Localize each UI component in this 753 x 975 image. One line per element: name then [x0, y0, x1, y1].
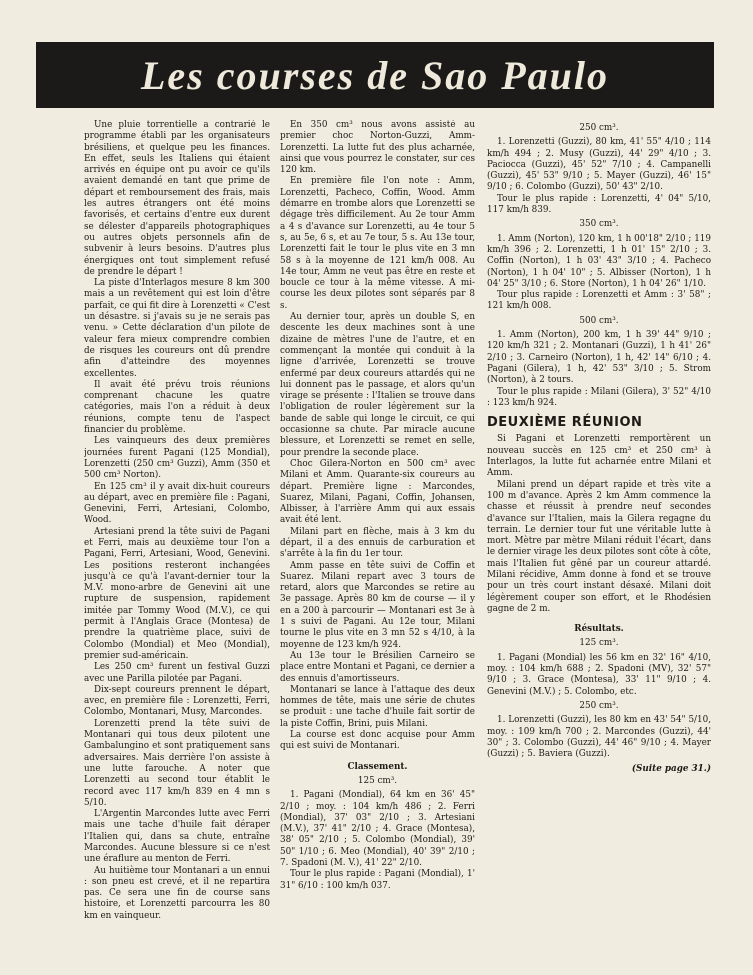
- paragraph: En 125 cm³ il y avait dix-huit coureurs au départ, avec en première file : Pagani, Genevini, Ferri, Artesiani, Colombo, Wood.: [84, 481, 270, 526]
- title-banner: [36, 42, 714, 108]
- deuxieme-reunion-heading: DEUXIÈME RÉUNION: [487, 415, 643, 431]
- resultats-heading: Résultats.: [574, 624, 624, 635]
- class-125-results: 1. Pagani (Mondial), 64 km en 36' 45" 2/10 ; moy. : 104 km/h 486 ; 2. Ferri (Mondial), 37' 03" 2/10 ; 3. Artesiani (M.V.), 37' 41" 2/10 ; 4. Grace (Montesa), 38' 05" 2/10 ; 5. Colombo (Mondial), 39' 50" 1/10 ; 6. Meo (Mondial), 40' 39" 2/10 ; 7. Spadoni (M. V.), 41' 22" 2/10.: [280, 790, 475, 868]
- classement-heading: Classement.: [347, 761, 408, 772]
- paragraph: Milani prend un départ rapide et très vite a 100 m d'avance. Après 2 km Amm commence la chasse et réussit à prendre neuf secondes d'avance sur l'Italien, mais la Gilera regagne du terrain. Le dernier tour fut une véritable lutte à mort. Mètre par mètre Milani réduit l'écart, dans le dernier virage les deux pilotes sont côte à côte, mais l'Italien fut gêné par un coureur attardé. Milani récidive, Amm donne à fond et se trouve pour un très court instant désaxé. Milani doit légèrement couper son effort, et le Rhodésien gagne de 2 m.: [487, 479, 711, 614]
- class-250-results: 1. Lorenzetti (Guzzi), 80 km, 41' 55" 4/10 ; 114 km/h 494 ; 2. Musy (Guzzi), 44' 29" 4/10 ; 3. Paciocca (Guzzi), 45' 52" 7/10 ; 4. Campanelli (Guzzi), 45' 53" 9/10 ; 5. Mayer (Guzzi), 46' 15" 9/10 ; 6. Colombo (Guzzi), 50' 43" 2/10.: [487, 137, 711, 193]
- paragraph: Il avait été prévu trois réunions comprenant chacune les quatre catégories, mais l'on a réduit à deux réunions, compte tenu de l'aspect financier du problème.: [84, 379, 270, 436]
- paragraph: Choc Gilera-Norton en 500 cm³ avec Milani et Amm. Quarante-six coureurs au départ. Première ligne : Marcondes, Suarez, Milani, Pagani, Coffin, Johansen, Albisser, à l'arrière Amm qui aux essais avait été lent.: [280, 458, 475, 526]
- class-125-label: 125 cm³.: [357, 775, 398, 786]
- paragraph: Au dernier tour, après un double S, en descente les deux machines sont à une dizaine de mètres l'une de l'autre, et en commençant la montée qui conduit à la ligne d'arrivée, Lorenzetti se trouve enfermé par deux coureurs attardés qui ne lui donnent pas le passage, et alors qu'un virage se présente : l'Italien se trouve dans l'obligation de rouler légèrement sur la bande de sable qui longe le circuit, ce qui occasionne sa chute. Par miracle aucune blessure, et Lorenzetti se remet en selle, pour prendre la seconde place.: [280, 312, 475, 458]
- paragraph: Montanari se lance à l'attaque des deux hommes de tête, mais une série de chutes se produit : une tache d'huile fait sortir de la piste Coffin, Brini, puis Milani.: [280, 684, 475, 729]
- result-250-label: 250 cm³.: [579, 700, 619, 711]
- class-500-fastest-lap: Tour le plus rapide : Milani (Gilera), 3' 52" 4/10 : 123 km/h 924.: [487, 386, 711, 408]
- column-2: [280, 120, 475, 930]
- class-500-results: 1. Amm (Norton), 200 km, 1 h 39' 44" 9/10 ; 120 km/h 321 ; 2. Montanari (Guzzi), 1 h 41' 26" 2/10 ; 3. Carneiro (Norton), 1 h, 42' 14" 6/10 ; 4. Pagani (Gilera), 1 h, 42' 53" 3/10 ; 5. Strom (Norton), à 2 tours.: [487, 330, 711, 386]
- class-350-fastest-lap: Tour plus rapide : Lorenzetti et Amm : 3' 58" ; 121 km/h 008.: [487, 290, 711, 312]
- paragraph: En première file l'on note : Amm, Lorenzetti, Pacheco, Coffin, Wood. Amm démarre en trombe alors que Lorenzetti se dégage très difficilement. Au 2e tour Amm a 4 s d'avance sur Lorenzetti, au 4e tour 5 s, au 5e, 6 s, et au 7e tour, 5 s. Au 13e tour, Lorenzetti fait le tour le plus vite en 3 mn 58 s à la moyenne de 121 km/h 008. Au 14e tour, Amm ne veut pas être en reste et boucle ce tour à la même vitesse. A mi-course les deux pilotes sont séparés par 8 s.: [280, 176, 475, 311]
- paragraph: Dix-sept coureurs prennent le départ, avec, en première file : Lorenzetti, Ferri, Colombo, Montanari, Musy, Marcondes.: [84, 684, 270, 718]
- class-125-fastest-lap: Tour le plus rapide : Pagani (Mondial), 1' 31" 6/10 : 100 km/h 037.: [280, 869, 475, 891]
- paragraph: En 350 cm³ nous avons assisté au premier choc Norton-Guzzi, Amm-Lorenzetti. La lutte fut des plus acharnée, ainsi que vous pourrez le constater, sur ces 120 km.: [280, 120, 475, 176]
- class-350-results: 1. Amm (Norton), 120 km, 1 h 00'18" 2/10 ; 119 km/h 396 ; 2. Lorenzetti, 1 h 01' 15" 2/10 ; 3. Coffin (Norton), 1 h 03' 43" 3/10 ; 4. Pacheco (Norton), 1 h 04' 10" ; 5. Albisser (Norton), 1 h 04' 25" 3/10 ; 6. Store (Norton), 1 h 04' 26" 1/10.: [487, 233, 711, 289]
- paragraph: Une pluie torrentielle a contrarié le programme établi par les organisateurs brésiliens, et quelque peu les finances. En effet, seuls les Italiens qui étaient arrivés en équipe ont pu avoir ce qu'ils avaient demandé en tant que prime de départ et remboursement des frais, mais les autres étrangers ont été moins favorisés, et certains d'entre eux durent se délester d'appareils photographiques ou autres objets personnels afin de subvenir à leurs besoins. D'autres plus énergiques ont tout simplement refusé de prendre le départ !: [84, 120, 270, 277]
- class-500-label: 500 cm³.: [579, 315, 619, 326]
- article-title: Les courses de Sao Paulo: [141, 52, 609, 98]
- result-125-label: 125 cm³.: [579, 638, 619, 649]
- result-125-results: 1. Pagani (Mondial) les 56 km en 32' 16" 4/10, moy. : 104 km/h 688 ; 2. Spadoni (MV), 32' 57" 9/10 ; 3. Grace (Montesa), 33' 11" 9/10 ; 4. Genevini (M.V.) ; 5. Colombo, etc.: [487, 652, 711, 697]
- column-3: [487, 120, 711, 930]
- continued-note: (Suite page 31.): [631, 764, 711, 775]
- paragraph: Artesiani prend la tête suivi de Pagani et Ferri, mais au deuxième tour l'on a Pagani, Ferri, Artesiani, Wood, Genevini. Les positions resteront inchangées jusqu'à ce qu'à l'avant-dernier tour la M.V. mono-arbre de Genevini ait une rupture de suspension, rapidement imitée par Tommy Wood (M.V.), ce qui permit à l'Anglais Grace (Montesa) de prendre la quatrième place, suivi de Colombo (Mondial) et Meo (Mondial), premier sud-américain.: [84, 526, 270, 661]
- paragraph: Si Pagani et Lorenzetti remportèrent un nouveau succès en 125 cm³ et 250 cm³ à Interlagos, la lutte fut acharnée entre Milani et Amm.: [487, 434, 711, 479]
- class-250-fastest-lap: Tour le plus rapide : Lorenzetti, 4' 04" 5/10, 117 km/h 839.: [487, 193, 711, 216]
- paragraph: Milani part en flèche, mais à 3 km du départ, il a des ennuis de carburation et s'arrête à la fin du 1er tour.: [280, 526, 475, 560]
- class-350-label: 350 cm³.: [579, 219, 619, 230]
- paragraph: Au huitième tour Montanari a un ennui : son pneu est crevé, et il ne repartira pas. Ce sera une fin de course sans histoire, et Lorenzetti parcourra les 80 km en vainqueur.: [84, 865, 270, 921]
- result-250-results: 1. Lorenzetti (Guzzi), les 80 km en 43' 54" 5/10, moy. : 109 km/h 700 ; 2. Marcondes (Guzzi), 44' 30" ; 3. Colombo (Guzzi), 44' 46" 9/10 ; 4. Mayer (Guzzi) ; 5. Baviera (Guzzi).: [487, 715, 711, 760]
- class-250-label: 250 cm³.: [579, 123, 619, 133]
- paragraph: La course est donc acquise pour Amm qui est suivi de Montanari.: [280, 730, 475, 752]
- column-1: [84, 120, 270, 930]
- paragraph: Lorenzetti prend la tête suivi de Montanari qui tous deux pilotent une Gambalungino et sont pratiquement sans adversaires. Mais derrière l'on assiste à une lutte farouche. A noter que Lorenzetti au second tour établit le record avec 117 km/h 839 en 4 mn s 5/10.: [84, 718, 270, 808]
- paragraph: La piste d'Interlagos mesure 8 km 300 mais a un revêtement qui est loin d'être parfait, ce qui fit dire à Lorenzetti « C'est un désastre. si j'avais su je ne serais pas venu. » Cette déclaration d'un pilote de valeur fera mieux comprendre combien de risques les coureurs ont dû prendre afin d'atteindre des moyennes excellentes.: [84, 278, 270, 379]
- paragraph: Amm passe en tête suivi de Coffin et Suarez. Milani repart avec 3 tours de retard, alors que Marcondes se retire au 3e passage. Après 80 km de course — il y en a 200 à parcourir — Montanari est 3e à 1 s suivi de Pagani. Au 12e tour, Milani tourne le plus vite en 3 mn 52 s 4/10, à la moyenne de 123 km/h 924.: [280, 560, 475, 650]
- paragraph: Au 13e tour le Brésilien Carneiro se place entre Montani et Pagani, ce dernier a des ennuis d'amortisseurs.: [280, 650, 475, 684]
- paragraph: Les 250 cm³ furent un festival Guzzi avec une Parilla pilotée par Pagani.: [84, 662, 270, 684]
- paragraph: L'Argentin Marcondes lutte avec Ferri mais une tache d'huile fait déraper l'Italien qui, dans sa chute, entraîne Marcondes. Aucune blessure si ce n'est une éraflure au menton de Ferri.: [84, 809, 270, 865]
- paragraph: Les vainqueurs des deux premières journées furent Pagani (125 Mondial), Lorenzetti (250 cm³ Guzzi), Amm (350 et 500 cm³ Norton).: [84, 436, 270, 481]
